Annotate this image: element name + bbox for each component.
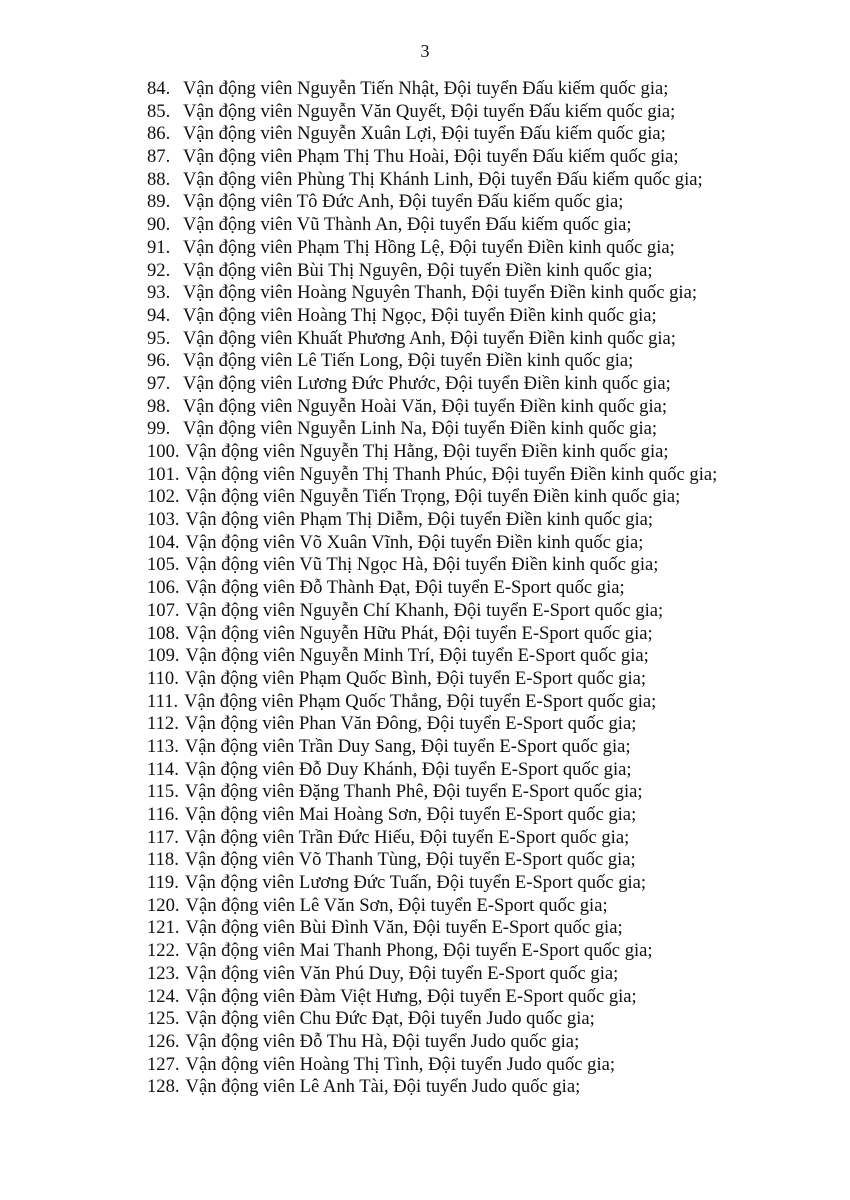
list-item-text: Vận động viên Vũ Thành An, Đội tuyển Đấu kiếm quốc gia; bbox=[183, 214, 632, 236]
list-item-number: 111. bbox=[147, 690, 179, 712]
list-item bbox=[147, 486, 827, 509]
list-item-text: Vận động viên Đỗ Thu Hà, Đội tuyển Judo quốc gia; bbox=[185, 1030, 580, 1052]
list-item-number: 89. bbox=[147, 191, 171, 213]
list-item-number: 115. bbox=[147, 781, 179, 803]
list-item-number: 91. bbox=[147, 236, 171, 258]
list-item-text: Vận động viên Tô Đức Anh, Đội tuyển Đấu kiếm quốc gia; bbox=[183, 191, 624, 213]
list-item bbox=[147, 872, 827, 895]
list-item-text: Vận động viên Văn Phú Duy, Đội tuyển E-Sport quốc gia; bbox=[185, 962, 619, 984]
list-item-number: 107. bbox=[147, 599, 180, 621]
list-item-text: Vận động viên Nguyễn Chí Khanh, Đội tuyển E-Sport quốc gia; bbox=[185, 599, 664, 621]
list-item-number: 113. bbox=[147, 735, 179, 757]
list-item-text: Vận động viên Lê Anh Tài, Đội tuyển Judo quốc gia; bbox=[185, 1076, 581, 1098]
list-item bbox=[147, 146, 827, 169]
list-item-number: 86. bbox=[147, 123, 171, 145]
page-number: 3 bbox=[420, 41, 430, 61]
list-item-text: Vận động viên Lê Văn Sơn, Đội tuyển E-Sport quốc gia; bbox=[185, 894, 608, 916]
list-item-text: Vận động viên Nguyễn Văn Quyết, Đội tuyển Đấu kiếm quốc gia; bbox=[183, 100, 676, 122]
list-item-text: Vận động viên Phạm Thị Thu Hoài, Đội tuyển Đấu kiếm quốc gia; bbox=[183, 146, 679, 168]
list-item-text: Vận động viên Hoàng Thị Tình, Đội tuyển Judo quốc gia; bbox=[185, 1053, 616, 1075]
list-item-number: 95. bbox=[147, 327, 171, 349]
list-item bbox=[147, 849, 827, 872]
list-item-number: 124. bbox=[147, 985, 180, 1007]
list-item-number: 93. bbox=[147, 282, 171, 304]
list-item-text: Vận động viên Đàm Việt Hưng, Đội tuyển E-Sport quốc gia; bbox=[185, 985, 637, 1007]
list-item bbox=[147, 1031, 827, 1054]
list-item-text: Vận động viên Nguyễn Minh Trí, Đội tuyển E-Sport quốc gia; bbox=[185, 645, 649, 667]
list-item-text: Vận động viên Trần Đức Hiếu, Đội tuyển E-Sport quốc gia; bbox=[184, 826, 630, 848]
list-item-text: Vận động viên Nguyễn Linh Na, Đội tuyển Điền kinh quốc gia; bbox=[183, 418, 658, 440]
list-item-number: 128. bbox=[147, 1076, 180, 1098]
list-item-number: 84. bbox=[147, 78, 171, 99]
list-item-number: 126. bbox=[147, 1030, 180, 1052]
list-item-number: 112. bbox=[147, 713, 179, 735]
list-item bbox=[147, 623, 827, 646]
list-item-text: Vận động viên Nguyễn Hữu Phát, Đội tuyển E-Sport quốc gia; bbox=[185, 622, 653, 644]
list-item-number: 102. bbox=[147, 486, 180, 508]
list-item-number: 103. bbox=[147, 509, 180, 531]
list-item-text: Vận động viên Đỗ Thành Đạt, Đội tuyển E-Sport quốc gia; bbox=[185, 577, 625, 599]
list-item-number: 88. bbox=[147, 168, 171, 190]
list-item-text: Vận động viên Phạm Quốc Bình, Đội tuyển E-Sport quốc gia; bbox=[184, 667, 647, 689]
list-item-text: Vận động viên Nguyễn Xuân Lợi, Đội tuyển Đấu kiếm quốc gia; bbox=[183, 123, 666, 145]
list-item-text: Vận động viên Mai Thanh Phong, Đội tuyển E-Sport quốc gia; bbox=[185, 940, 653, 962]
list-item bbox=[147, 328, 827, 351]
list-item bbox=[147, 191, 827, 214]
list-item bbox=[147, 986, 827, 1009]
list-item bbox=[147, 668, 827, 691]
list-item bbox=[147, 260, 827, 283]
list-item bbox=[147, 895, 827, 918]
list-item-number: 110. bbox=[147, 667, 179, 689]
list-item bbox=[147, 645, 827, 668]
list-item bbox=[147, 169, 827, 192]
list-item-text: Vận động viên Vũ Thị Ngọc Hà, Đội tuyển Điền kinh quốc gia; bbox=[185, 554, 659, 576]
list-item bbox=[147, 804, 827, 827]
list-item-number: 108. bbox=[147, 622, 180, 644]
list-item-text: Vận động viên Chu Đức Đạt, Đội tuyển Judo quốc gia; bbox=[185, 1008, 595, 1030]
list-item-text: Vận động viên Phùng Thị Khánh Linh, Đội tuyển Đấu kiếm quốc gia; bbox=[183, 168, 703, 190]
list-item-text: Vận động viên Hoàng Nguyên Thanh, Đội tuyển Điền kinh quốc gia; bbox=[183, 282, 697, 304]
list-item-text: Vận động viên Hoàng Thị Ngọc, Đội tuyển Điền kinh quốc gia; bbox=[183, 304, 657, 326]
list-item-number: 121. bbox=[147, 917, 180, 939]
list-item-number: 94. bbox=[147, 304, 171, 326]
list-item-text: Vận động viên Phan Văn Đông, Đội tuyển E-Sport quốc gia; bbox=[184, 713, 637, 735]
list-item-number: 104. bbox=[147, 531, 180, 553]
list-item-text: Vận động viên Phạm Thị Diễm, Đội tuyển Điền kinh quốc gia; bbox=[185, 509, 654, 531]
list-item bbox=[147, 373, 827, 396]
list-item-text: Vận động viên Phạm Thị Hồng Lệ, Đội tuyển Điền kinh quốc gia; bbox=[183, 236, 675, 258]
list-item-number: 127. bbox=[147, 1053, 180, 1075]
list-item-number: 87. bbox=[147, 146, 171, 168]
list-item-text: Vận động viên Bùi Thị Nguyên, Đội tuyển Điền kinh quốc gia; bbox=[183, 259, 653, 281]
list-item bbox=[147, 781, 827, 804]
list-item-number: 106. bbox=[147, 577, 180, 599]
list-item bbox=[147, 282, 827, 305]
list-item bbox=[147, 940, 827, 963]
list-item bbox=[147, 691, 827, 714]
list-item bbox=[147, 532, 827, 555]
list-item-text: Vận động viên Khuất Phương Anh, Đội tuyển Điền kinh quốc gia; bbox=[183, 327, 676, 349]
list-item bbox=[147, 1076, 827, 1099]
list-item-text: Vận động viên Nguyễn Thị Thanh Phúc, Đội tuyển Điền kinh quốc gia; bbox=[185, 463, 718, 485]
list-item-number: 120. bbox=[147, 894, 180, 916]
list-item-number: 116. bbox=[147, 804, 179, 825]
list-item bbox=[147, 1054, 827, 1077]
list-item-number: 97. bbox=[147, 372, 171, 394]
list-item-text: Vận động viên Võ Thanh Tùng, Đội tuyển E-Sport quốc gia; bbox=[184, 849, 636, 871]
list-item-number: 101. bbox=[147, 463, 180, 485]
list-item-number: 119. bbox=[147, 872, 179, 894]
list-item bbox=[147, 441, 827, 464]
list-item bbox=[147, 577, 827, 600]
list-item-number: 105. bbox=[147, 554, 180, 576]
list-item bbox=[147, 827, 827, 850]
list-item bbox=[147, 464, 827, 487]
list-item-number: 98. bbox=[147, 395, 171, 417]
list-item-text: Vận động viên Mai Hoàng Sơn, Đội tuyển E-Sport quốc gia; bbox=[184, 804, 637, 825]
list-item-text: Vận động viên Nguyễn Tiến Trọng, Đội tuyển Điền kinh quốc gia; bbox=[185, 486, 681, 508]
list-item-number: 109. bbox=[147, 645, 180, 667]
list-item-text: Vận động viên Lê Tiến Long, Đội tuyển Điền kinh quốc gia; bbox=[183, 350, 634, 372]
list-item-text: Vận động viên Nguyễn Hoài Văn, Đội tuyển Điền kinh quốc gia; bbox=[183, 395, 668, 417]
list-item-text: Vận động viên Nguyễn Tiến Nhật, Đội tuyển Đấu kiếm quốc gia; bbox=[183, 78, 669, 99]
list-item-number: 125. bbox=[147, 1008, 180, 1030]
list-item bbox=[147, 237, 827, 260]
athlete-list bbox=[147, 78, 827, 1099]
list-item-text: Vận động viên Nguyễn Thị Hằng, Đội tuyển Điền kinh quốc gia; bbox=[185, 441, 669, 462]
list-item-number: 117. bbox=[147, 826, 179, 848]
list-item-number: 90. bbox=[147, 214, 171, 236]
list-item bbox=[147, 600, 827, 623]
list-item-text: Vận động viên Trần Duy Sang, Đội tuyển E-Sport quốc gia; bbox=[184, 735, 631, 757]
list-item-text: Vận động viên Lương Đức Phước, Đội tuyển Điền kinh quốc gia; bbox=[183, 372, 671, 394]
list-item-number: 122. bbox=[147, 940, 180, 962]
list-item bbox=[147, 1008, 827, 1031]
list-item-text: Vận động viên Bùi Đình Văn, Đội tuyển E-Sport quốc gia; bbox=[185, 917, 623, 939]
list-item-number: 96. bbox=[147, 350, 171, 372]
list-item-number: 114. bbox=[147, 758, 179, 780]
list-item bbox=[147, 418, 827, 441]
list-item bbox=[147, 713, 827, 736]
list-item bbox=[147, 917, 827, 940]
list-item-text: Vận động viên Đỗ Duy Khánh, Đội tuyển E-Sport quốc gia; bbox=[184, 758, 632, 780]
list-item-text: Vận động viên Đặng Thanh Phê, Đội tuyển E-Sport quốc gia; bbox=[184, 781, 643, 803]
list-item-text: Vận động viên Võ Xuân Vĩnh, Đội tuyển Điền kinh quốc gia; bbox=[185, 531, 644, 553]
list-item bbox=[147, 963, 827, 986]
list-item bbox=[147, 396, 827, 419]
list-item bbox=[147, 123, 827, 146]
list-item-number: 123. bbox=[147, 962, 180, 984]
list-item bbox=[147, 350, 827, 373]
list-item bbox=[147, 214, 827, 237]
list-item-number: 85. bbox=[147, 100, 171, 122]
list-item bbox=[147, 554, 827, 577]
list-item-text: Vận động viên Phạm Quốc Thắng, Đội tuyển E-Sport quốc gia; bbox=[184, 690, 657, 712]
list-item-text: Vận động viên Lương Đức Tuấn, Đội tuyển E-Sport quốc gia; bbox=[184, 872, 647, 894]
list-item bbox=[147, 509, 827, 532]
list-item-number: 100. bbox=[147, 441, 180, 462]
list-item bbox=[147, 101, 827, 124]
list-item bbox=[147, 759, 827, 782]
list-item bbox=[147, 736, 827, 759]
list-item-number: 99. bbox=[147, 418, 171, 440]
list-item-number: 92. bbox=[147, 259, 171, 281]
list-item bbox=[147, 305, 827, 328]
list-item bbox=[147, 78, 827, 101]
list-item-number: 118. bbox=[147, 849, 179, 871]
